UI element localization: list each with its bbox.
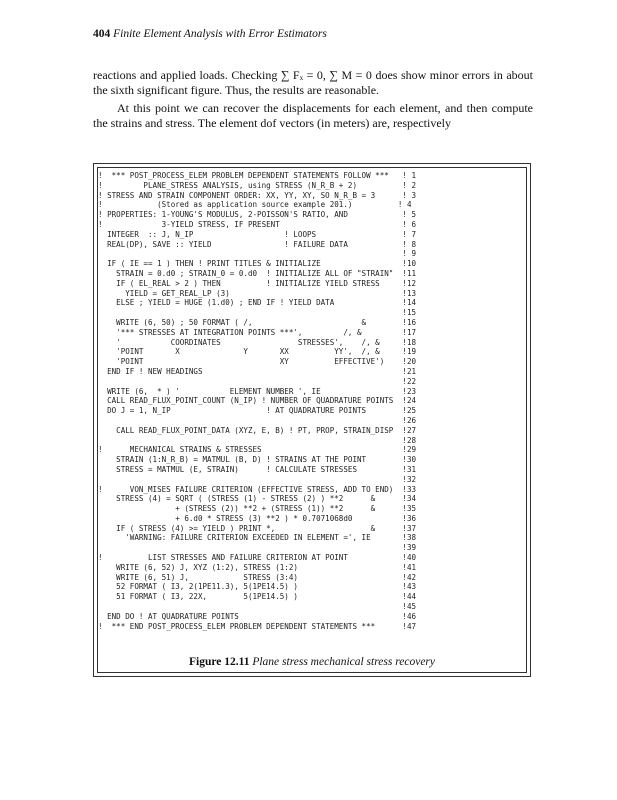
- code-line: '*** STRESSES AT INTEGRATION POINTS ***', /, & !17: [98, 327, 417, 337]
- code-line: ! PROPERTIES: 1-YOUNG'S MODULUS, 2-POISSON'S RATIO, AND ! 5: [98, 210, 417, 220]
- code-line: ! PLANE_STRESS ANALYSIS, using STRESS (N_R_B + 2) ! 2: [98, 180, 417, 190]
- code-line: REAL(DP), SAVE :: YIELD ! FAILURE DATA ! 8: [98, 239, 417, 249]
- code-figure: [93, 163, 531, 677]
- code-line: WRITE (6, 50) ; 50 FORMAT ( /, & !16: [98, 317, 417, 327]
- code-line: WRITE (6, 51) J, STRESS (3:4) !42: [98, 572, 417, 582]
- code-line: STRAIN (1:N_R_B) = MATMUL (B, D) ! STRAINS AT THE POINT !30: [98, 455, 417, 465]
- figure-caption-label: Figure 12.11: [188, 656, 250, 668]
- code-line: ! (Stored as application source example 201.) ! 4: [98, 200, 412, 210]
- code-line: YIELD = GET_REAL_LP (3) !13: [98, 288, 417, 298]
- code-line: WRITE (6, * ) ' ELEMENT NUMBER ', IE !23: [98, 386, 417, 396]
- code-line: STRAIN = 0.d0 ; STRAIN_0 = 0.d0 ! INITIALIZE ALL OF "STRAIN" !11: [98, 268, 417, 278]
- code-line: ! VON_MISES FAILURE CRITERION (EFFECTIVE STRESS, ADD TO END) !33: [98, 484, 417, 494]
- code-line: ! *** END POST_PROCESS_ELEM PROBLEM DEPENDENT STATEMENTS *** !47: [98, 621, 417, 631]
- code-line: CALL READ_FLUX_POINT_DATA (XYZ, E, B) ! PT, PROP, STRAIN_DISP !27: [98, 425, 417, 435]
- code-line: ! 3-YIELD STRESS, IF PRESENT ! 6: [98, 219, 417, 229]
- code-line: 'POINT X Y XX YY', /, & !19: [98, 347, 417, 357]
- code-line: ! LIST STRESSES AND FAILURE CRITERION AT POINT !40: [98, 553, 417, 563]
- code-line: 52 FORMAT ( I3, 2(1PE11.3), 5(1PE14.5) ) !43: [98, 582, 417, 592]
- code-line: ELSE ; YIELD = HUGE (1.d0) ; END IF ! YIELD DATA !14: [98, 298, 417, 308]
- code-line: WRITE (6, 52) J, XYZ (1:2), STRESS (1:2) !41: [98, 562, 417, 572]
- code-line: CALL READ_FLUX_POINT_COUNT (N_IP) ! NUMBER OF QUADRATURE POINTS !24: [98, 396, 417, 406]
- code-line: !32: [98, 474, 417, 484]
- code-line: !45: [98, 602, 417, 612]
- code-line: ! 9: [98, 249, 417, 259]
- code-line: 'WARNING: FAILURE CRITERION EXCEEDED IN ELEMENT =', IE !38: [98, 533, 417, 543]
- code-line: DO J = 1, N_IP ! AT QUADRATURE POINTS !25: [98, 406, 417, 416]
- figure-caption-text: Plane stress mechanical stress recovery: [252, 656, 436, 668]
- code-line: 51 FORMAT ( I3, 22X, 5(1PE14.5) ) !44: [98, 592, 417, 602]
- code-line: IF ( EL_REAL > 2 ) THEN ! INITIALIZE YIELD STRESS !12: [98, 278, 417, 288]
- code-line: !15: [98, 308, 417, 318]
- code-line: !26: [98, 415, 417, 425]
- code-line: !22: [98, 376, 417, 386]
- code-line: IF ( STRESS (4) >= YIELD ) PRINT *, & !37: [98, 523, 417, 533]
- page-number: 404: [93, 28, 111, 40]
- code-line: !28: [98, 435, 417, 445]
- code-line: INTEGER :: J, N_IP ! LOOPS ! 7: [98, 229, 417, 239]
- code-line: END DO ! AT QUADRATURE POINTS !46: [98, 611, 417, 621]
- code-line: ! *** POST_PROCESS_ELEM PROBLEM DEPENDENT STATEMENTS FOLLOW *** ! 1: [98, 171, 417, 180]
- running-header: [93, 28, 327, 40]
- code-line: + (STRESS (2)) **2 + (STRESS (1)) **2 & !35: [98, 504, 417, 514]
- code-line: STRESS = MATMUL (E, STRAIN) ! CALCULATE STRESSES !31: [98, 464, 417, 474]
- paragraph-2: At this point we can recover the displacements for each element, and then compute the strains and stress. The element dof vectors (in meters) are, respectively: [93, 101, 533, 130]
- code-line: ! MECHANICAL STRAINS & STRESSES !29: [98, 445, 417, 455]
- running-title: Finite Element Analysis with Error Estimators: [113, 28, 327, 40]
- code-line: END IF ! NEW HEADINGS !21: [98, 366, 417, 376]
- code-line: ! STRESS AND STRAIN COMPONENT ORDER: XX, YY, XY, SO N_R_B = 3 ! 3: [98, 190, 417, 200]
- code-line: !39: [98, 543, 417, 553]
- code-listing: [98, 171, 524, 631]
- code-line: STRESS (4) = SQRT ( (STRESS (1) - STRESS (2) ) **2 & !34: [98, 494, 417, 504]
- paragraph-1: reactions and applied loads. Checking ∑ Fₓ = 0, ∑ M = 0 does show minor errors in about the sixth significant figure. Thus, the results are reasonable.: [93, 68, 533, 97]
- code-line: + 6.d0 * STRESS (3) **2 ) * 0.7071068d0 !36: [98, 513, 417, 523]
- code-line: ' COORDINATES STRESSES', /, & !18: [98, 337, 417, 347]
- figure-caption: [94, 656, 530, 668]
- code-line: 'POINT XY EFFECTIVE') !20: [98, 357, 417, 367]
- code-line: IF ( IE == 1 ) THEN ! PRINT TITLES & INITIALIZE !10: [98, 259, 417, 269]
